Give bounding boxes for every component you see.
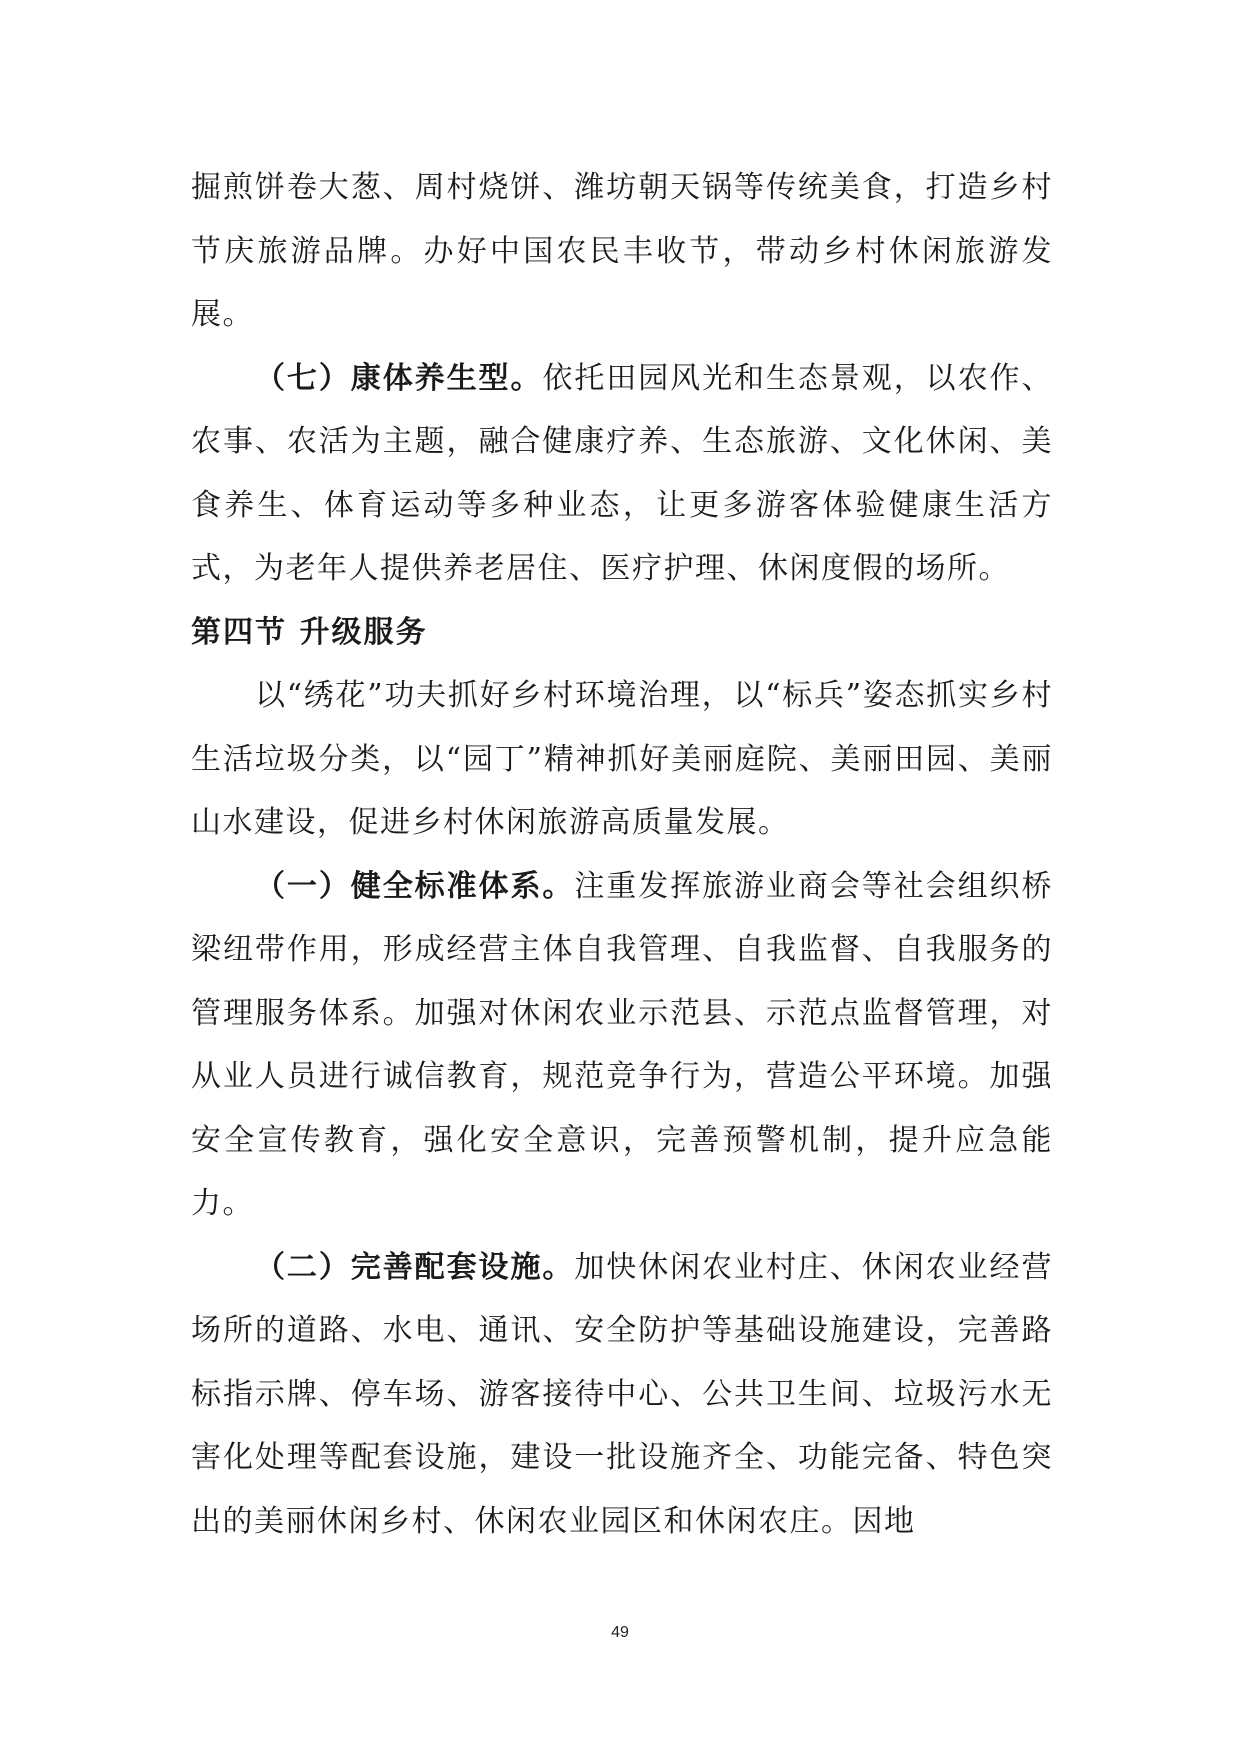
- section-heading: 第四节 升级服务: [191, 614, 428, 650]
- paragraph-text: 掘煎饼卷大葱、周村烧饼、潍坊朝天锅等传统美食，打造乡村节庆旅游品牌。办好中国农民丰收节，带动乡村休闲旅游发展。: [191, 170, 1053, 332]
- paragraph-lead: （一）健全标准体系。: [255, 868, 575, 904]
- paragraph-continuation: [191, 156, 1053, 347]
- paragraph-standards-system: [191, 855, 1053, 1236]
- paragraph-lead: （七）康体养生型。: [255, 360, 543, 396]
- paragraph-lead: （二）完善配套设施。: [255, 1249, 575, 1285]
- paragraph-wellness-type: [191, 347, 1053, 601]
- body-text: [191, 156, 1053, 1553]
- page-number: 49: [611, 1624, 629, 1641]
- paragraph-text: 注重发挥旅游业商会等社会组织桥梁纽带作用，形成经营主体自我管理、自我监督、自我服务的管理服务体系。加强对休闲农业示范县、示范点监督管理，对从业人员进行诚信教育，规范竞争行为，营造公平环境。加强安全宣传教育，强化安全意识，完善预警机制，提升应急能力。: [191, 868, 1053, 1221]
- paragraph-text: 以“绣花”功夫抓好乡村环境治理，以“标兵”姿态抓实乡村生活垃圾分类，以“园丁”精神抓好美丽庭院、美丽田园、美丽山水建设，促进乡村休闲旅游高质量发展。: [191, 678, 1053, 840]
- paragraph-text: 加快休闲农业村庄、休闲农业经营场所的道路、水电、通讯、安全防护等基础设施建设，完善路标指示牌、停车场、游客接待中心、公共卫生间、垃圾污水无害化处理等配套设施，建设一批设施齐全、功能完备、特色突出的美丽休闲乡村、休闲农业园区和休闲农庄。因地: [191, 1249, 1053, 1539]
- paragraph-section-intro: [191, 664, 1053, 855]
- paragraph-text: 依托田园风光和生态景观，以农作、农事、农活为主题，融合健康疗养、生态旅游、文化休闲、美食养生、体育运动等多种业态，让更多游客体验健康生活方式，为老年人提供养老居住、医疗护理、休闲度假的场所。: [191, 360, 1053, 586]
- paragraph-supporting-facilities: [191, 1236, 1053, 1554]
